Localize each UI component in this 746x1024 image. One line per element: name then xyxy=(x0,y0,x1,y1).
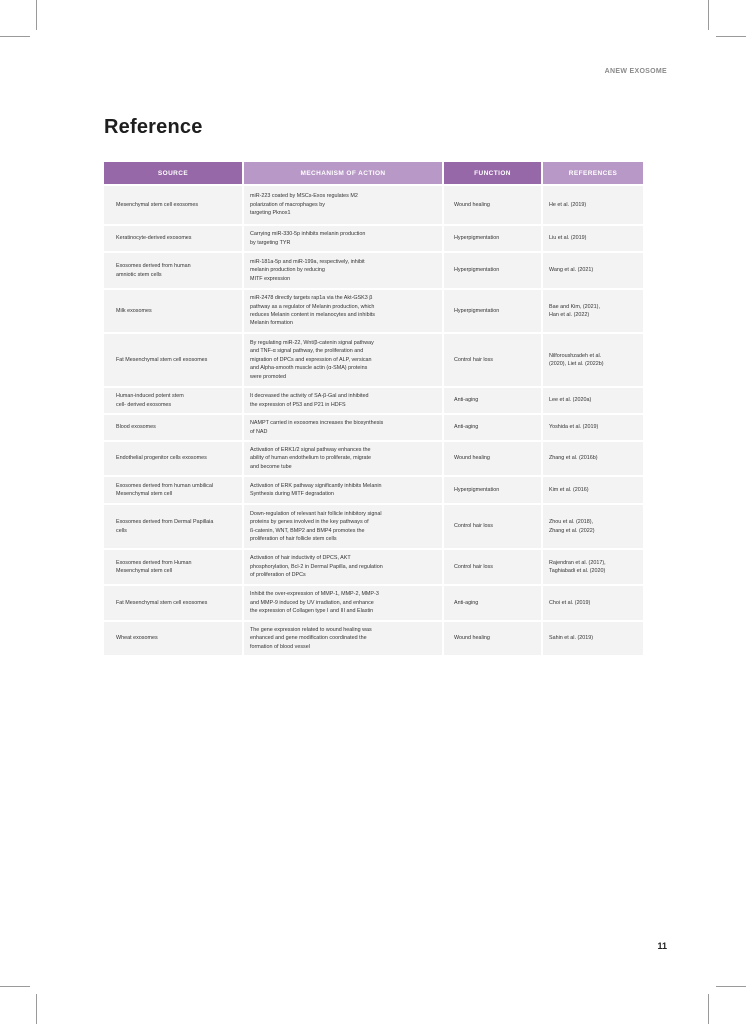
reference-cell: Liu et al. (2019) xyxy=(543,226,643,251)
reference-cell: Bae and Kim, (2021), Han et al. (2022) xyxy=(543,290,643,332)
function-cell: Hyperpigmentation xyxy=(444,477,541,503)
source-cell: Human-induced potent stem cell- derived exosomes xyxy=(104,388,242,413)
mechanism-cell: Activation of hair inductivity of DPCS, AKT phosphorylation, Bcl-2 in Dermal Papilla, and regulation of proliferation of DPCs xyxy=(244,550,442,584)
source-cell: Fat Mesenchymal stem cell exosomes xyxy=(104,334,242,386)
reference-cell: Wang et al. (2021) xyxy=(543,253,643,288)
source-cell: Fat Mesenchymal stem cell exosomes xyxy=(104,586,242,620)
function-cell: Control hair loss xyxy=(444,505,541,548)
mechanism-cell: Inhibit the over-expression of MMP-1, MMP-2, MMP-3 and MMP-9 induced by UV irradiation, and enhance the expression of Collagen type I and III and Elastin xyxy=(244,586,442,620)
column-header-references: REFERENCES xyxy=(543,162,643,184)
function-cell: Wound healing xyxy=(444,442,541,475)
function-cell: Hyperpigmentation xyxy=(444,226,541,251)
mechanism-cell: miR-2478 directly targets rap1a via the Akt-GSK3 β pathway as a regulator of Melanin production, which reduces Melanin content in melanocytes and inhibits Melanin formation xyxy=(244,290,442,332)
crop-mark xyxy=(36,994,37,1024)
table-row xyxy=(104,550,643,584)
source-cell: Exosomes derived from Human Mesenchymal stem cell xyxy=(104,550,242,584)
function-cell: Anti-aging xyxy=(444,388,541,413)
table-row xyxy=(104,442,643,475)
reference-cell: Nilforoushzadeh et al. (2020), Liet al. (2022b) xyxy=(543,334,643,386)
brand-header: ANEW EXOSOME xyxy=(604,68,667,75)
mechanism-cell: By regulating miR-22, Wnt/β-catenin signal pathway and TNF-α signal pathway, the proliferation and migration of DPCs and expression of ALP, versican and Alpha-smooth muscle actin (α-SMA) proteins were promoted xyxy=(244,334,442,386)
mechanism-cell: Down-regulation of relevant hair follicle inhibitory signal proteins by genes involved in the key pathways of ß-catenin, WNT, BMP2 and BMP4 promotes the proliferation of hair follicle stem cells xyxy=(244,505,442,548)
table-row xyxy=(104,253,643,288)
reference-cell: Lee et al. (2020a) xyxy=(543,388,643,413)
page-number: 11 xyxy=(657,941,667,951)
reference-cell: Zhou et al. (2018), Zhang et al. (2022) xyxy=(543,505,643,548)
reference-cell: Yoshida et al. (2019) xyxy=(543,415,643,440)
source-cell: Endothelial progenitor cells exosomes xyxy=(104,442,242,475)
column-header-mechanism: MECHANISM OF ACTION xyxy=(244,162,442,184)
reference-cell: Choi et al. (2019) xyxy=(543,586,643,620)
reference-table xyxy=(102,160,645,657)
table-row xyxy=(104,186,643,224)
crop-mark xyxy=(36,0,37,30)
source-cell: Blood exosomes xyxy=(104,415,242,440)
reference-cell: Rajendran et al. (2017), Taghiabadi et al. (2020) xyxy=(543,550,643,584)
function-cell: Hyperpigmentation xyxy=(444,253,541,288)
mechanism-cell: Activation of ERK pathway significantly inhibits Melanin Synthesis during MITF degradation xyxy=(244,477,442,503)
page-title: Reference xyxy=(104,116,203,138)
mechanism-cell: miR-223 coated by MSCs-Exos regulates M2 polarization of macrophages by targeting Pknox1 xyxy=(244,186,442,224)
mechanism-cell: It decreased the activity of SA-β-Gal and inhibited the expression of P53 and P21 in HDFS xyxy=(244,388,442,413)
crop-mark xyxy=(716,986,746,987)
source-cell: Wheat exosomes xyxy=(104,622,242,655)
source-cell: Exosomes derived from human amniotic stem cells xyxy=(104,253,242,288)
source-cell: Mesenchymal stem cell exosomes xyxy=(104,186,242,224)
function-cell: Anti-aging xyxy=(444,415,541,440)
source-cell: Milk exosomes xyxy=(104,290,242,332)
function-cell: Anti-aging xyxy=(444,586,541,620)
table-header-row xyxy=(104,162,643,184)
reference-cell: Zhang et al. (2016b) xyxy=(543,442,643,475)
table-row xyxy=(104,290,643,332)
table-row xyxy=(104,388,643,413)
crop-mark xyxy=(708,994,709,1024)
reference-cell: Kim et al. (2016) xyxy=(543,477,643,503)
mechanism-cell: Carrying miR-330-5p inhibits melanin production by targeting TYR xyxy=(244,226,442,251)
table-row xyxy=(104,415,643,440)
crop-mark xyxy=(0,36,30,37)
table-row xyxy=(104,226,643,251)
table-row xyxy=(104,477,643,503)
crop-mark xyxy=(716,36,746,37)
mechanism-cell: Activation of ERK1/2 signal pathway enhances the ability of human endothelium to proliferate, migrate and become tube xyxy=(244,442,442,475)
mechanism-cell: miR-181a-5p and miR-199a, respectively, inhibit melanin production by reducing MITF expression xyxy=(244,253,442,288)
table-row xyxy=(104,334,643,386)
function-cell: Wound healing xyxy=(444,186,541,224)
table-row xyxy=(104,622,643,655)
function-cell: Wound healing xyxy=(444,622,541,655)
crop-mark xyxy=(708,0,709,30)
table-row xyxy=(104,505,643,548)
crop-mark xyxy=(0,986,30,987)
source-cell: Exosomes derived from human umbilical Mesenchymal stem cell xyxy=(104,477,242,503)
function-cell: Control hair loss xyxy=(444,334,541,386)
column-header-function: FUNCTION xyxy=(444,162,541,184)
mechanism-cell: NAMPT carried in exosomes increases the biosynthesis of NAD xyxy=(244,415,442,440)
reference-cell: Sahin et al. (2019) xyxy=(543,622,643,655)
column-header-source: SOURCE xyxy=(104,162,242,184)
table-row xyxy=(104,586,643,620)
reference-cell: He et al. (2019) xyxy=(543,186,643,224)
function-cell: Hyperpigmentation xyxy=(444,290,541,332)
source-cell: Keratinocyte-derived exosomes xyxy=(104,226,242,251)
source-cell: Exosomes derived from Dermal Papillaia cells xyxy=(104,505,242,548)
function-cell: Control hair loss xyxy=(444,550,541,584)
mechanism-cell: The gene expression related to wound healing was enhanced and gene modification coordinated the formation of blood vessel xyxy=(244,622,442,655)
